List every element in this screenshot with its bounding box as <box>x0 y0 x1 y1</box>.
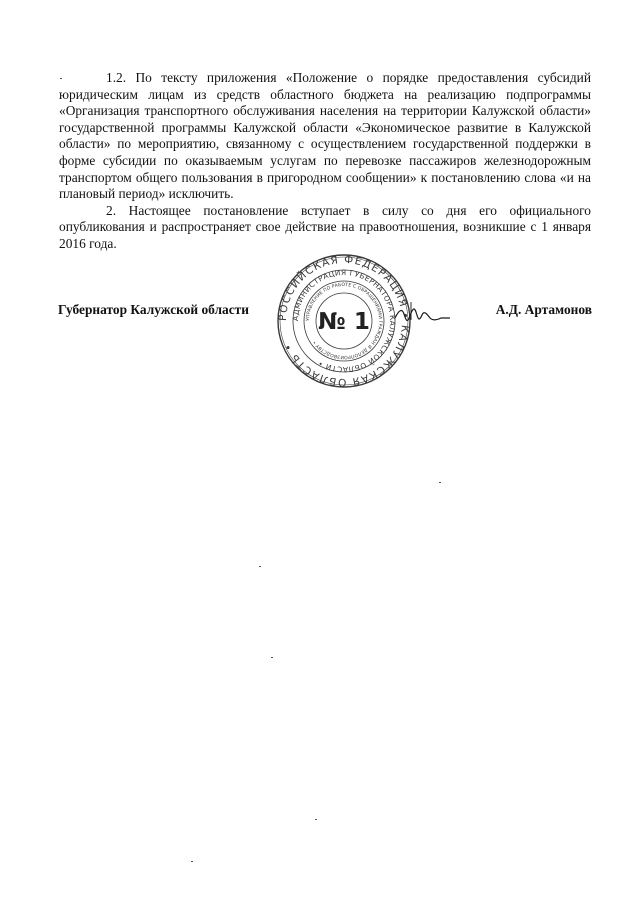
scan-speck <box>439 482 441 483</box>
seal-number: № 1 <box>318 309 370 335</box>
scan-speck <box>60 78 62 79</box>
official-seal <box>276 253 412 389</box>
signatory-name: А.Д. Артамонов <box>495 302 592 317</box>
handwritten-signature <box>393 300 453 330</box>
seal-middle-text: АДМИНИСТРАЦИЯ ГУБЕРНАТОРА КАЛУЖСКОЙ ОБЛАСТИ • <box>290 267 398 375</box>
seal-inner-text: УПРАВЛЕНИЕ ПО РАБОТЕ С ОБРАЩЕНИЯМИ ГРАЖДАН И ДЕЛОПРОИЗВОДСТВУ • <box>305 282 383 360</box>
scan-speck <box>259 566 261 567</box>
document-body <box>59 70 591 253</box>
scan-speck <box>315 819 317 820</box>
signatory-title: Губернатор Калужской области <box>58 302 249 317</box>
paragraph-2: 2. Настоящее постановление вступает в силу со дня его официального опубликования и распространяет свое действие на правоотношения, возникшие с 1 января 2016 года. <box>59 202 591 251</box>
seal-outer-text: РОССИЙСКАЯ ФЕДЕРАЦИЯ • КАЛУЖСКАЯ ОБЛАСТЬ • <box>276 253 412 389</box>
paragraph-1-2: 1.2. По тексту приложения «Положение о порядке предоставления субсидий юридическим лицам из средств областного бюджета на реализацию подпрограммы «Организация транспортного обслуживания населения на территории Калужской области» государственной программы Калужской области «Экономическое развитие в Калужской области» по мероприятию, связанному с осуществлением государственной поддержки в форме субсидии по оказываемым услугам по перевозке пассажиров железнодорожным транспортом общего пользования в пригородном сообщении» к постановлению слова «и на плановый период» исключить. <box>59 70 591 202</box>
scan-speck <box>191 861 193 862</box>
scan-speck <box>271 657 273 658</box>
